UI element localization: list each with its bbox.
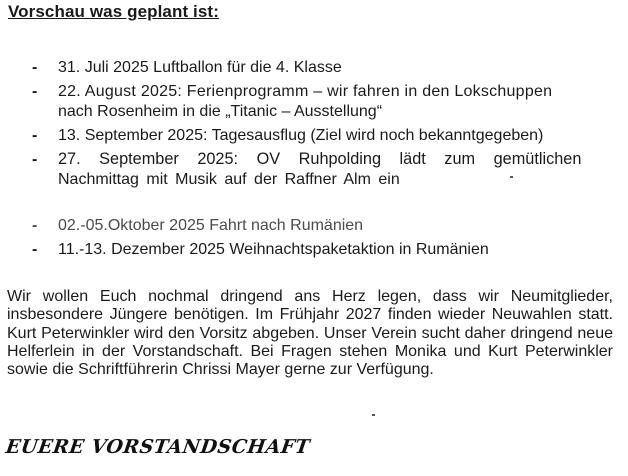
event-text: 27. September 2025: OV Ruhpolding lädt zum gemütlichen — [58, 150, 582, 168]
list-dash: - — [32, 83, 38, 100]
event-text: 22. August 2025: Ferienprogramm – wir fahren in den Lokschuppen — [58, 83, 553, 100]
list-dash: - — [32, 217, 38, 234]
list-dash: - — [32, 241, 38, 258]
list-dash: - — [32, 59, 38, 76]
list-dash: - — [32, 127, 38, 144]
body-paragraph: Wir wollen Euch nochmal dringend ans Herz legen, dass wir Neumitglieder, insbesondere Jüngere benötigen. Im Frühjahr 2027 finden wieder Neuwahlen statt. Kurt Peterwinkler wird den Vorsitz abgeben. Unser Verein sucht daher dringend neue Helferlein in der Vorstandschaft. Bei Fragen stehen Monika und Kurt Peterwinkler sowie die Schriftführerin Chrissi Mayer gerne zur Verfügung. — [7, 288, 613, 379]
list-dash: - — [32, 151, 38, 168]
event-text: Nachmittag mit Musik auf der Raffner Alm ein — [58, 171, 400, 188]
event-text: 13. September 2025: Tagesausflug (Ziel wird noch bekanntgegeben) — [58, 127, 544, 144]
event-text: 11.-13. Dezember 2025 Weihnachtspaketaktion in Rumänien — [58, 241, 489, 258]
scan-speck — [372, 414, 375, 416]
section-heading: Vorschau was geplant ist: — [8, 2, 219, 21]
event-text: 31. Juli 2025 Luftballon für die 4. Klasse — [58, 59, 342, 76]
scan-speck — [510, 176, 513, 178]
event-text: 02.-05.Oktober 2025 Fahrt nach Rumänien — [58, 217, 364, 234]
event-text: nach Rosenheim in die „Titanic – Ausstellung“ — [58, 103, 383, 120]
signature: EUERE VORSTANDSCHAFT — [4, 436, 312, 458]
